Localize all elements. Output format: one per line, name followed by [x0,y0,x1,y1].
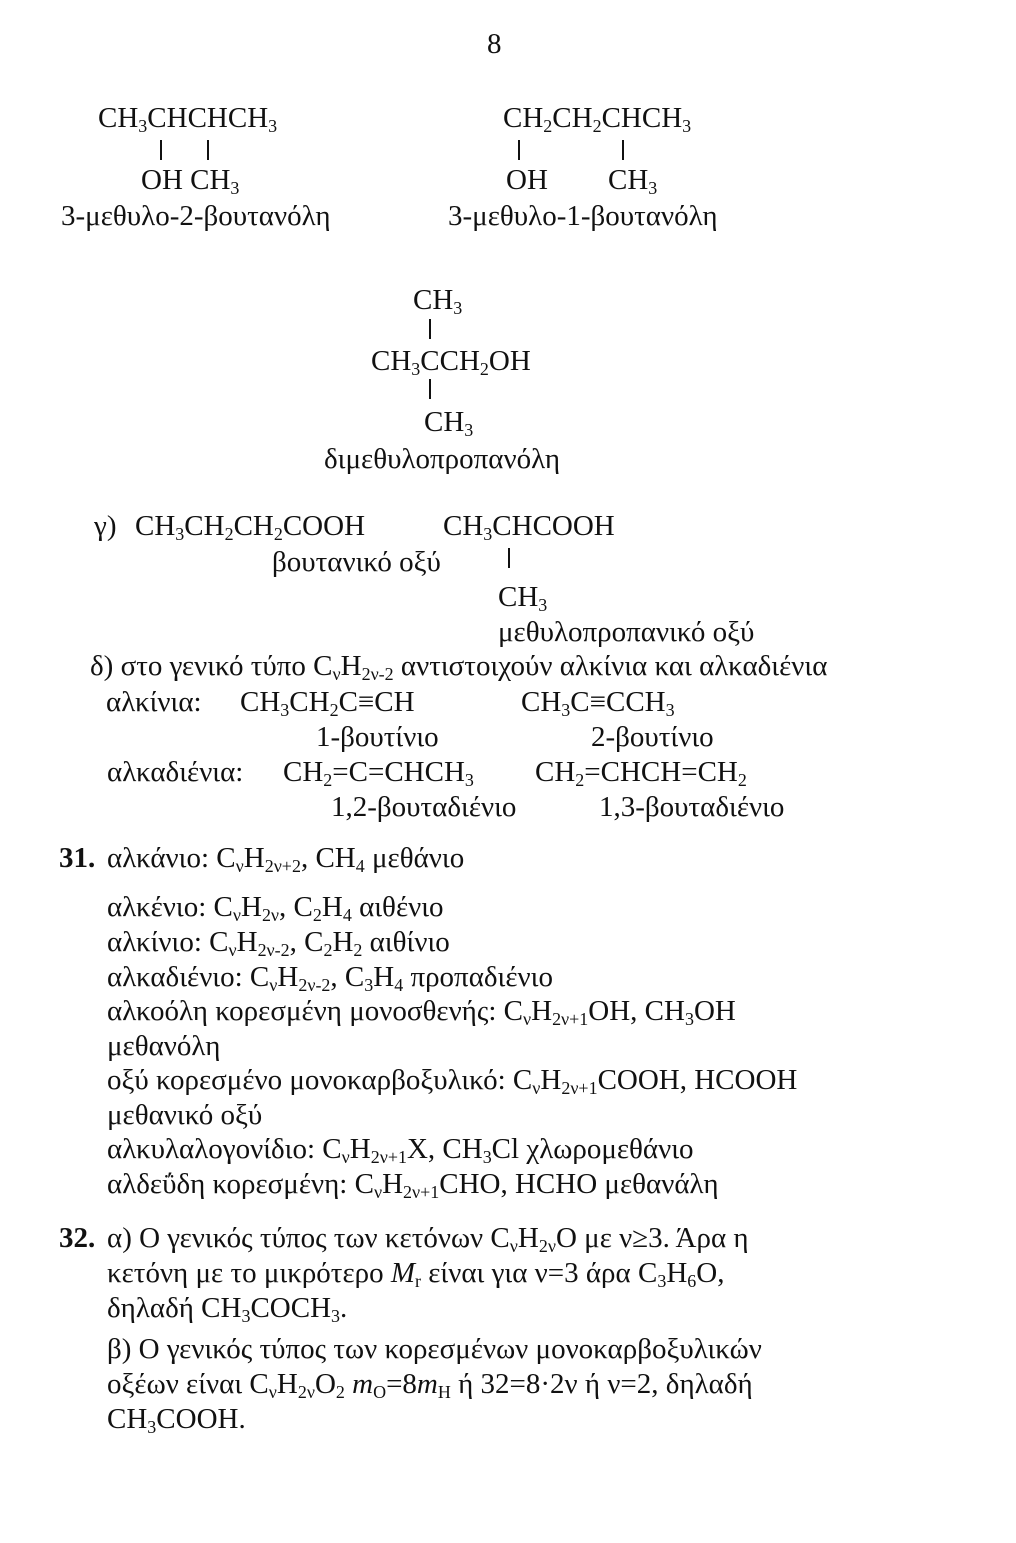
bond-line [160,140,162,160]
q31-line-4: αλκαδιένιο: $C_\nu H_{2\nu-2}$, $C_3H_4$ προπαδιένιο [107,961,553,996]
diene-1-name: 1,2-βουταδιένιο [331,791,517,823]
compound-name: διμεθυλοπροπανόλη [324,443,561,475]
butanoic-acid-name: βουτανικό οξύ [272,546,441,578]
alkyne-2-formula: $CH_3C\equiv CCH_3$ [521,686,675,721]
bond-line [508,548,510,568]
bond-line [622,140,624,160]
q32-line-3: δηλαδή $CH_3COCH_3$. [107,1292,348,1327]
diene-1-formula: $CH_2=C=CHCH_3$ [283,756,474,791]
methylpropanoic-acid-name: μεθυλοπροπανικό οξύ [498,616,755,648]
q31-line-6: μεθανόλη [107,1030,221,1062]
alkyne-1-name: 1-βουτίνιο [316,721,439,753]
structural-formula: $CH_3CHCHCH_3$ [98,102,278,137]
methyl-bottom: $CH_3$ [424,406,474,441]
page-number: 8 [487,28,502,60]
question-number: 31. [59,842,96,874]
q31-line-1: αλκάνιο: $C_\nu H_{2\nu+2}$, $CH_4$ μεθάνιο [107,842,465,877]
compound-name: 3-μεθυλο-2-βουτανόλη [61,200,331,232]
dienes-label: αλκαδιένια: [107,756,244,788]
q32-line-6: $CH_3COOH$. [107,1403,246,1438]
butanoic-acid-formula: $CH_3CH_2CH_2COOH$ [135,510,366,545]
methylpropanoic-acid-formula: $CH_3CHCOOH$ [443,510,615,545]
q32-line-1: α) Ο γενικός τύπος των κετόνων $C_\nu H_{2\nu}O$ με ν≥3. Άρα η [107,1222,749,1257]
substituent-ch3: $CH_3$ [608,164,658,199]
item-label: γ) [94,510,117,542]
q31-line-7: οξύ κορεσμένο μονοκαρβοξυλικό: $C_\nu H_{2\nu+1}COOH$, HCOOH [107,1064,798,1099]
question-number: 32. [59,1222,96,1254]
structural-formula: $CH_3CCH_2OH$ [371,345,531,380]
substituent-oh: OH [506,164,548,196]
diene-2-formula: $CH_2=CHCH=CH_2$ [535,756,747,791]
methyl-top: $CH_3$ [413,284,463,319]
q32-line-5: οξέων είναι $C_\nu H_{2\nu}O_2$ $m_O=8m_H$ ή 32=8·2ν ή ν=2, δηλαδή [107,1368,753,1403]
bond-line [429,379,431,399]
bond-line [207,140,209,160]
q31-line-5: αλκοόλη κορεσμένη μονοσθενής: $C_\nu H_{2\nu+1}OH$, $CH_3OH$ [107,995,736,1030]
alkynes-label: αλκίνια: [106,686,202,718]
bond-line [518,140,520,160]
q31-line-10: αλδεΰδη κορεσμένη: $C_\nu H_{2\nu+1}CHO$, HCHO μεθανάλη [107,1168,719,1203]
q31-line-3: αλκίνιο: $C_\nu H_{2\nu-2}$, $C_2H_2$ αιθίνιο [107,926,450,961]
q31-line-2: αλκένιο: $C_\nu H_{2\nu}$, $C_2H_4$ αιθένιο [107,891,444,926]
methyl-substituent: $CH_3$ [498,581,548,616]
diene-2-name: 1,3-βουταδιένιο [599,791,785,823]
q32-line-4: β) Ο γενικός τύπος των κορεσμένων μονοκαρβοξυλικών [107,1333,762,1365]
q31-line-8: μεθανικό οξύ [107,1099,263,1131]
structural-formula: $CH_2CH_2CHCH_3$ [503,102,692,137]
substituents: OH $CH_3$ [141,164,240,199]
compound-name: 3-μεθυλο-1-βουτανόλη [448,200,718,232]
bond-line [429,319,431,339]
q31-line-9: αλκυλαλογονίδιο: $C_\nu H_{2\nu+1}X$, $CH_3Cl$ χλωρομεθάνιο [107,1133,694,1168]
q32-line-2: κετόνη με το μικρότερο $M_r$ είναι για ν=3 άρα $C_3H_6O$, [107,1257,725,1292]
alkyne-2-name: 2-βουτίνιο [591,721,714,753]
alkyne-1-formula: $CH_3CH_2C\equiv CH$ [240,686,415,721]
section-intro: δ) στο γενικό τύπο $C_\nu H_{2\nu-2}$ αντιστοιχούν αλκίνια και αλκαδιένια [90,650,828,685]
